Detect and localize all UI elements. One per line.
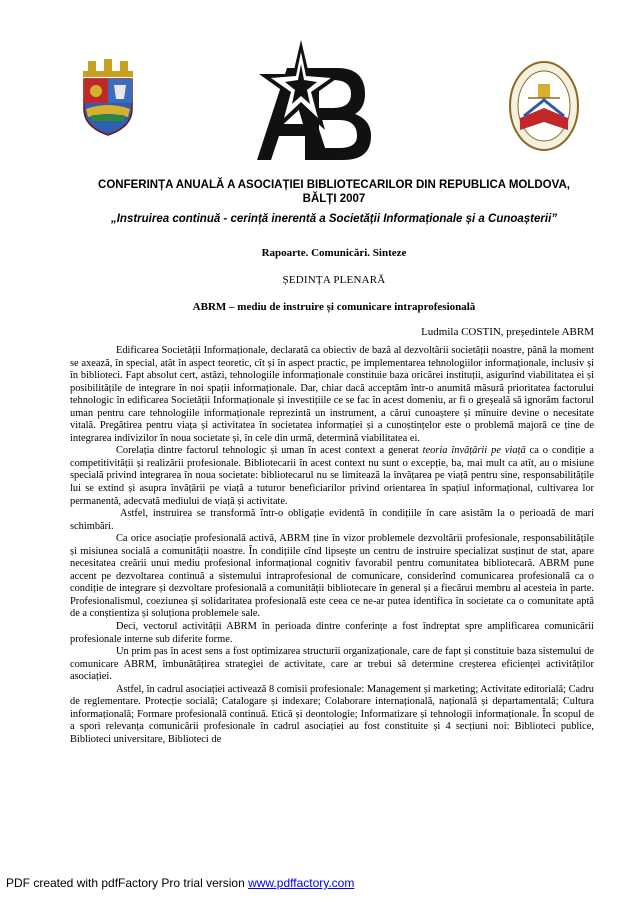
abrm-logo xyxy=(247,40,377,165)
conference-title xyxy=(70,178,598,206)
paragraph: Edificarea Societății Informaționale, declarată ca obiectiv de bază al dezvoltării societății noastre, până la moment se axează, în special, atât în aspect teoretic, cît și în aspect practic, pe implementarea tehnologiilor informaționale, inclusiv și în biblioteci. Fapt absolut cert, astăzi, tehnologiile informaționale constituie baza oricărei instituții, asigurînd viabilitatea ei și posibilitățile de integrare în noi spații informaționale. Dar, chiar dacă acceptăm într-o anumită măsură prioritatea factorului tehnologic în edificarea Societății Informaționale și investițiile ce se fac în acest domeniu, ar fi o greșeală să ignorăm factorul uman pentru care tehnologiile informaționale reprezintă un instrument, a cărui cunoaștere și mînuire devine o necesitate vitală. Pregătirea pentru viața și activitatea în societatea informației și a cunoștințelor este o problemă majoră ce ține de integrarea indivizilor în noua societate și, în cele din urmă, determină viabilitatea ei. xyxy=(70,345,594,444)
article-body xyxy=(70,345,594,747)
emphasis-term: teoria învățării pe viață xyxy=(422,445,526,457)
paragraph: Deci, vectorul activității ABRM în perioada dintre conferințe a fost îndreptat spre amplificarea comunicării profesionale interne sub diferite forme. xyxy=(70,621,594,645)
coat-of-arms-logo xyxy=(78,57,138,137)
conference-title-line2: BĂLȚI 2007 xyxy=(302,193,366,205)
session-label: ȘEDINȚA PLENARĂ xyxy=(282,274,386,286)
paragraph: Un prim pas în acest sens a fost optimizarea structurii organizaționale, care de fapt și constituie baza sistemului de comunicare ABRM, îmbunătățirea strategiei de activitate, care ar trebui să determine creșterea eficienței activităților asociației. xyxy=(70,646,594,683)
conference-title-line1: CONFERINȚA ANUALĂ A ASOCIAȚIEI BIBLIOTECARILOR DIN REPUBLICA MOLDOVA, xyxy=(98,179,570,191)
footer-text: PDF created with pdfFactory Pro trial version xyxy=(6,876,249,890)
paragraph: Ca orice asociație profesională activă, ABRM ține în vizor problemele dezvoltării profesionale, responsabilitățile și misiunea socială a comunității noastre. În condițiile cînd lipsește un centru de instruire specializat susținut de stat, apare necesitatea creării unui mediu profesional informațional cognitiv favorabil pentru comunitatea bibliotecară. ABRM pune accent pe dezvoltarea continuă a sistemului intraprofesional de comunicare, considerînd comunicarea profesională ca o condiție de integrare și dezvoltare profesională a comunității bibliotecare în general și a fiecărui membru al acesteia în parte. Profesionalismul, coeziunea și solidaritatea profesională este ceea ce ne-ar putea identifica în societate ca o comunitate aptă de a conștientiza și soluționa problemele sale. xyxy=(70,533,594,620)
article-author: Ludmila COSTIN, președintele ABRM xyxy=(421,326,594,338)
logos-row xyxy=(0,0,638,165)
paragraph: Astfel, în cadrul asociației activează 8 comisii profesionale: Management și marketing; Activitate editorială; Cadru de reglementare. Protecție socială; Catalogare și indexare; Colaborare internațională, națională și departamentală; Cultura informațională; Formare profesională continuă. Etică și deontologie; Informatizare și tehnologii informaționale. În scopul de a spori relevanța comunicării profesionale în cadrul asociației au fost constituite și 4 secțiuni noi: Biblioteci publice, Biblioteci universitare, Biblioteci de xyxy=(70,683,594,745)
university-seal-logo xyxy=(508,58,580,153)
footer-link[interactable]: www.pdffactory.com xyxy=(248,876,355,890)
paragraph: Astfel, instruirea se transformă într-o obligație evidentă în condițiile în care asistăm la o perioadă de mari schimbări. xyxy=(70,508,594,532)
paragraph: Corelația dintre factorul tehnologic și uman în acest context a generat teoria învățării pe viață ca o condiție a competitivității și realizării profesionale. Bibliotecarii în acest context nu sunt o excepție, ba, mai mult ca atît, au o misiune specială privind integrarea în noua societate: bibliotecarul nu se limitează la învățarea pe viață pentru sine, responsabilitățile lui se extind și asupra învățării pe viață a tuturor beneficiarilor privind orientarea în spațiul informațional, cultivarea lor permanentă, adecvată mediului de viață și activitate. xyxy=(70,445,594,507)
pdf-footer xyxy=(6,876,354,890)
article-title: ABRM – mediu de instruire și comunicare intraprofesională xyxy=(192,301,476,313)
conference-theme: „Instruirea continuă - cerință inerentă a Societății Informaționale și a Cunoașterii” xyxy=(110,213,558,225)
section-subtitle: Rapoarte. Comunicări. Sinteze xyxy=(261,247,407,259)
